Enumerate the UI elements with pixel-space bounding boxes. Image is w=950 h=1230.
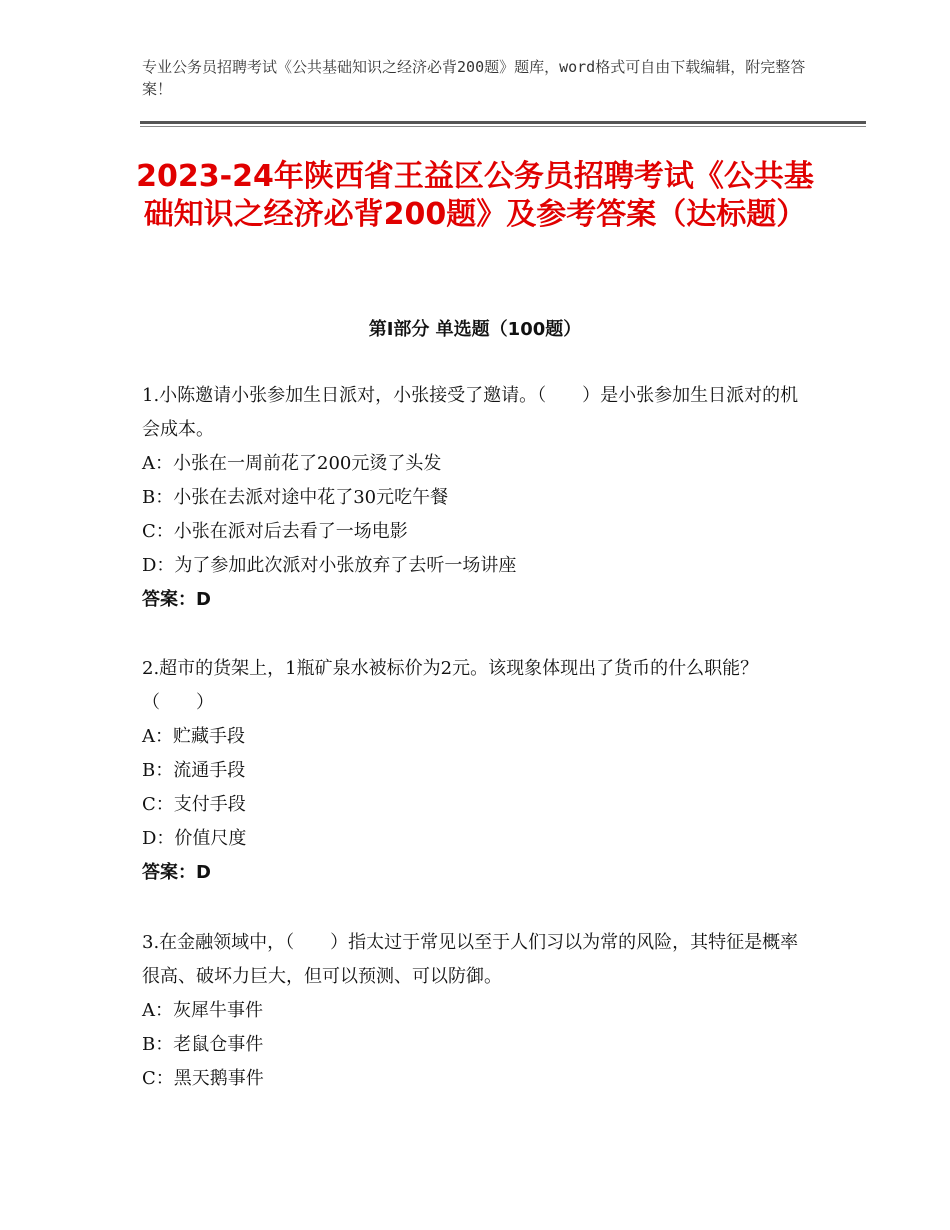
option-a: A：贮藏手段 (142, 726, 245, 747)
document-title: 2023-24年陕西省王益区公务员招聘考试《公共基础知识之经济必背200题》及参考答案（达标题） (136, 159, 814, 232)
option-b: B：老鼠仓事件 (142, 1034, 264, 1055)
question-stem: 1.小陈邀请小张参加生日派对，小张接受了邀请。（ ）是小张参加生日派对的机会成本。 (142, 385, 799, 440)
question-2 (142, 652, 812, 890)
option-a: A：灰犀牛事件 (142, 1000, 263, 1021)
question-3 (142, 926, 812, 1096)
answer-label: 答案： (142, 862, 196, 883)
option-b: B：流通手段 (142, 760, 246, 781)
answer-line (142, 856, 812, 890)
question-stem: 2.超市的货架上，1瓶矿泉水被标价为2元。该现象体现出了货币的什么职能？（ ） (142, 658, 759, 713)
header-rule-thin (140, 126, 866, 127)
option-b: B：小张在去派对途中花了30元吃午餐 (142, 487, 449, 508)
option-d: D：价值尺度 (142, 828, 247, 849)
answer-label: 答案： (142, 589, 196, 610)
option-a: A：小张在一周前花了200元烫了头发 (142, 453, 442, 474)
answer-line (142, 583, 812, 617)
option-c: C：小张在派对后去看了一场电影 (142, 521, 408, 542)
header-rule-thick (140, 121, 866, 124)
question-stem: 3.在金融领域中，（ ）指太过于常见以至于人们习以为常的风险，其特征是概率很高、破坏力巨大，但可以预测、可以防御。 (142, 932, 799, 987)
option-d: D：为了参加此次派对小张放弃了去听一场讲座 (142, 555, 517, 576)
header-note: 专业公务员招聘考试《公共基础知识之经济必背200题》题库，word格式可自由下载编辑，附完整答案！ (142, 58, 806, 98)
section-title: 第Ⅰ部分 单选题（100题） (368, 319, 582, 340)
question-1 (142, 379, 812, 617)
option-c: C：支付手段 (142, 794, 246, 815)
answer-value: D (196, 862, 211, 883)
answer-value: D (196, 589, 211, 610)
option-c: C：黑天鹅事件 (142, 1068, 264, 1089)
